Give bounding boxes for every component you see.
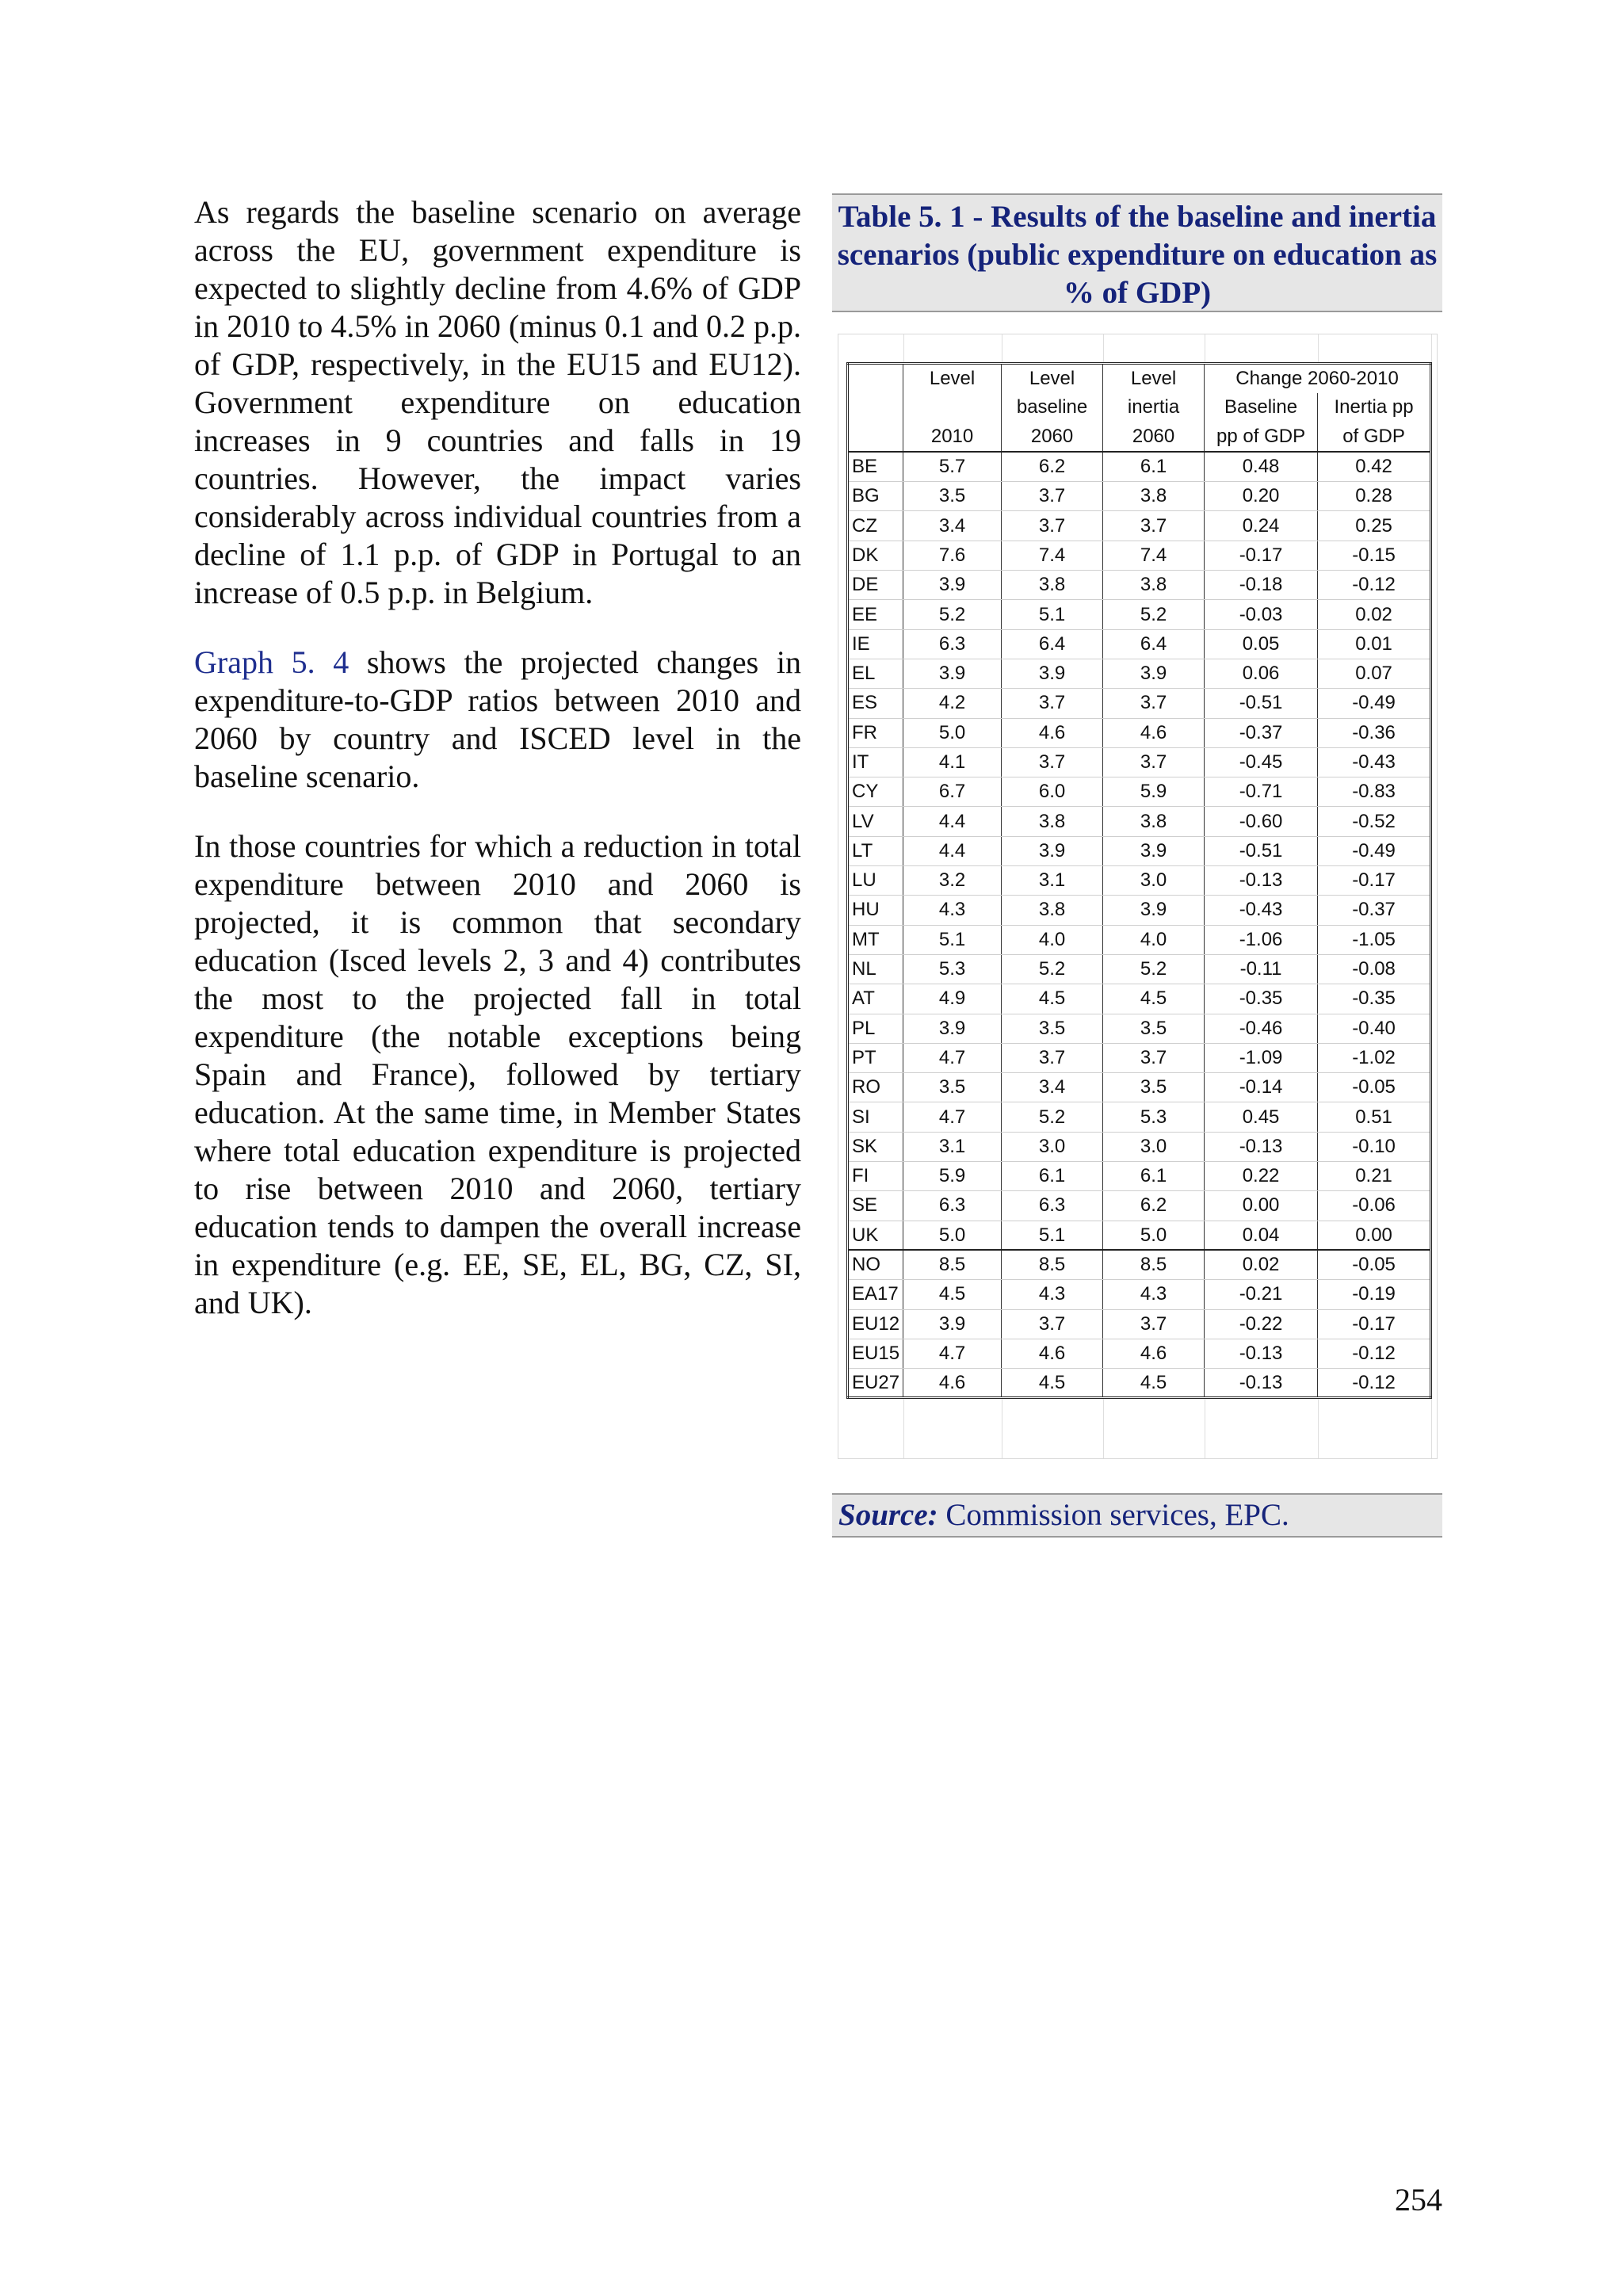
country-code-cell: MT <box>848 925 903 954</box>
table-row <box>848 1339 1431 1368</box>
header-cell: 2060 <box>1103 422 1205 452</box>
value-cell: 0.24 <box>1205 511 1318 541</box>
value-cell: 4.4 <box>903 807 1002 836</box>
header-cell <box>848 393 903 422</box>
country-code-cell: HU <box>848 896 903 925</box>
value-cell: 4.5 <box>1002 1369 1103 1398</box>
value-cell: 4.7 <box>903 1339 1002 1368</box>
value-cell: 3.1 <box>1002 866 1103 896</box>
header-cell: baseline <box>1002 393 1103 422</box>
value-cell: 5.0 <box>903 718 1002 747</box>
header-cell: Inertia pp <box>1318 393 1431 422</box>
table-body <box>848 364 1431 1398</box>
value-cell: 3.8 <box>1103 807 1205 836</box>
table-row <box>848 1043 1431 1072</box>
value-cell: -0.12 <box>1318 1339 1431 1368</box>
value-cell: -0.14 <box>1205 1073 1318 1102</box>
value-cell: 3.9 <box>1103 836 1205 865</box>
value-cell: 3.7 <box>1002 511 1103 541</box>
country-code-cell: EU27 <box>848 1369 903 1398</box>
value-cell: 3.4 <box>1002 1073 1103 1102</box>
country-code-cell: AT <box>848 984 903 1014</box>
value-cell: 4.9 <box>903 984 1002 1014</box>
value-cell: 6.4 <box>1103 629 1205 659</box>
value-cell: 4.5 <box>903 1280 1002 1309</box>
value-cell: 3.8 <box>1002 896 1103 925</box>
country-code-cell: LT <box>848 836 903 865</box>
paragraph-reduction: In those countries for which a reduction in total expenditure between 2010 and 2060 is projected, it is common that secondary education (Isced levels 2, 3 and 4) contributes the most to the projected fall in total expenditure (the notable exceptions being Spain and France), followed by tertiary education. At the same time, in Member States where total education expenditure is projected to rise between 2010 and 2060, tertiary education tends to dampen the overall increase in expenditure (e.g. EE, SE, EL, BG, CZ, SI, and UK). <box>194 828 801 1320</box>
value-cell: 3.7 <box>1002 747 1103 777</box>
value-cell: 0.48 <box>1205 452 1318 481</box>
value-cell: 0.42 <box>1318 452 1431 481</box>
country-code-cell: IT <box>848 747 903 777</box>
table-row <box>848 1162 1431 1191</box>
paragraph-graph-ref <box>194 644 801 796</box>
value-cell: 6.1 <box>1103 452 1205 481</box>
value-cell: 0.28 <box>1318 482 1431 511</box>
value-cell: 4.7 <box>903 1043 1002 1072</box>
graph-reference-link[interactable]: Graph 5. 4 <box>194 644 349 680</box>
value-cell: 5.2 <box>1002 954 1103 984</box>
header-cell-change-group: Change 2060-2010 <box>1205 364 1431 393</box>
value-cell: 5.1 <box>903 925 1002 954</box>
value-cell: 4.6 <box>1103 718 1205 747</box>
value-cell: 3.8 <box>1103 571 1205 600</box>
country-code-cell: SE <box>848 1191 903 1221</box>
value-cell: 4.5 <box>1103 1369 1205 1398</box>
table-header-row-2 <box>848 393 1431 422</box>
value-cell: 3.5 <box>903 482 1002 511</box>
value-cell: -0.17 <box>1318 1309 1431 1339</box>
value-cell: 6.1 <box>1002 1162 1103 1191</box>
header-cell: 2060 <box>1002 422 1103 452</box>
header-cell: inertia <box>1103 393 1205 422</box>
value-cell: 5.2 <box>1103 954 1205 984</box>
value-cell: 5.2 <box>1103 600 1205 629</box>
value-cell: 5.2 <box>903 600 1002 629</box>
value-cell: -0.21 <box>1205 1280 1318 1309</box>
value-cell: -1.06 <box>1205 925 1318 954</box>
value-cell: 6.4 <box>1002 629 1103 659</box>
value-cell: 3.9 <box>1103 659 1205 688</box>
value-cell: 3.8 <box>1103 482 1205 511</box>
value-cell: -0.13 <box>1205 1369 1318 1398</box>
value-cell: -0.35 <box>1318 984 1431 1014</box>
country-code-cell: PL <box>848 1014 903 1043</box>
value-cell: 6.3 <box>1002 1191 1103 1221</box>
header-cell: 2010 <box>903 422 1002 452</box>
value-cell: 3.7 <box>1002 1309 1103 1339</box>
value-cell: 0.22 <box>1205 1162 1318 1191</box>
value-cell: 8.5 <box>903 1250 1002 1279</box>
value-cell: 0.25 <box>1318 511 1431 541</box>
value-cell: -1.09 <box>1205 1043 1318 1072</box>
value-cell: 4.6 <box>1103 1339 1205 1368</box>
value-cell: 3.7 <box>1103 689 1205 718</box>
table-header-row-3 <box>848 422 1431 452</box>
source-label: Source: <box>838 1498 938 1532</box>
value-cell: -0.11 <box>1205 954 1318 984</box>
value-cell: -0.22 <box>1205 1309 1318 1339</box>
value-cell: -0.40 <box>1318 1014 1431 1043</box>
country-code-cell: ES <box>848 689 903 718</box>
table-row <box>848 1102 1431 1132</box>
value-cell: 3.7 <box>1103 1043 1205 1072</box>
value-cell: 3.0 <box>1103 1132 1205 1161</box>
table-row <box>848 1309 1431 1339</box>
value-cell: 3.0 <box>1103 866 1205 896</box>
table-row <box>848 541 1431 570</box>
value-cell: -0.10 <box>1318 1132 1431 1161</box>
value-cell: 7.4 <box>1103 541 1205 570</box>
value-cell: -0.49 <box>1318 836 1431 865</box>
country-code-cell: RO <box>848 1073 903 1102</box>
value-cell: -0.18 <box>1205 571 1318 600</box>
value-cell: 4.5 <box>1002 984 1103 1014</box>
country-code-cell: DE <box>848 571 903 600</box>
table-row <box>848 511 1431 541</box>
value-cell: 4.1 <box>903 747 1002 777</box>
value-cell: 4.5 <box>1103 984 1205 1014</box>
country-code-cell: NL <box>848 954 903 984</box>
value-cell: -0.49 <box>1318 689 1431 718</box>
value-cell: 6.2 <box>1002 452 1103 481</box>
value-cell: 3.7 <box>1002 689 1103 718</box>
value-cell: 0.06 <box>1205 659 1318 688</box>
value-cell: 5.2 <box>1002 1102 1103 1132</box>
country-code-cell: SK <box>848 1132 903 1161</box>
value-cell: 0.02 <box>1205 1250 1318 1279</box>
value-cell: -0.08 <box>1318 954 1431 984</box>
value-cell: -0.17 <box>1318 866 1431 896</box>
value-cell: 0.05 <box>1205 629 1318 659</box>
page-number: 254 <box>1395 2182 1442 2218</box>
value-cell: -0.13 <box>1205 1132 1318 1161</box>
value-cell: -0.36 <box>1318 718 1431 747</box>
value-cell: 4.6 <box>1002 1339 1103 1368</box>
value-cell: 3.2 <box>903 866 1002 896</box>
value-cell: -0.45 <box>1205 747 1318 777</box>
value-cell: 4.3 <box>903 896 1002 925</box>
country-code-cell: DK <box>848 541 903 570</box>
table-row <box>848 747 1431 777</box>
value-cell: 5.1 <box>1002 600 1103 629</box>
table-row <box>848 896 1431 925</box>
table-title: Table 5. 1 - Results of the baseline and inertia scenarios (public expenditure on education as % of GDP) <box>832 193 1442 312</box>
table-row <box>848 629 1431 659</box>
value-cell: -0.60 <box>1205 807 1318 836</box>
value-cell: -0.13 <box>1205 866 1318 896</box>
table-row <box>848 1250 1431 1279</box>
value-cell: -0.83 <box>1318 777 1431 807</box>
value-cell: 4.3 <box>1002 1280 1103 1309</box>
value-cell: 3.7 <box>1103 1309 1205 1339</box>
table-row <box>848 482 1431 511</box>
value-cell: -0.06 <box>1318 1191 1431 1221</box>
value-cell: -0.05 <box>1318 1073 1431 1102</box>
value-cell: 4.7 <box>903 1102 1002 1132</box>
value-cell: 5.7 <box>903 452 1002 481</box>
value-cell: -0.51 <box>1205 836 1318 865</box>
expenditure-table <box>846 362 1432 1399</box>
country-code-cell: LU <box>848 866 903 896</box>
value-cell: 0.01 <box>1318 629 1431 659</box>
paragraph-graph-ref-text: shows the projected changes in expenditure-to-GDP ratios between 2010 and 2060 by country and ISCED level in the baseline scenario. <box>194 644 801 794</box>
paragraph-baseline: As regards the baseline scenario on average across the EU, government expenditure is expected to slightly decline from 4.6% of GDP in 2010 to 4.5% in 2060 (minus 0.1 and 0.2 p.p. of GDP, respectively, in the EU15 and EU12). Government expenditure on education increases in 9 countries and falls in 19 countries. However, the impact varies considerably across individual countries from a decline of 1.1 p.p. of GDP in Portugal to an increase of 0.5 p.p. in Belgium. <box>194 194 801 610</box>
value-cell: 3.9 <box>903 659 1002 688</box>
table-row <box>848 659 1431 688</box>
value-cell: 3.7 <box>1002 482 1103 511</box>
value-cell: 3.7 <box>1002 1043 1103 1072</box>
header-cell: Level <box>1103 364 1205 393</box>
value-cell: 3.4 <box>903 511 1002 541</box>
table-header-row-1 <box>848 364 1431 393</box>
country-code-cell: NO <box>848 1250 903 1279</box>
table-row <box>848 452 1431 481</box>
value-cell: 0.00 <box>1205 1191 1318 1221</box>
value-cell: 5.3 <box>1103 1102 1205 1132</box>
value-cell: -0.12 <box>1318 1369 1431 1398</box>
value-cell: 7.6 <box>903 541 1002 570</box>
value-cell: 3.0 <box>1002 1132 1103 1161</box>
value-cell: 3.9 <box>903 571 1002 600</box>
value-cell: 6.1 <box>1103 1162 1205 1191</box>
header-cell: pp of GDP <box>1205 422 1318 452</box>
value-cell: -0.03 <box>1205 600 1318 629</box>
country-code-cell: IE <box>848 629 903 659</box>
value-cell: 0.00 <box>1318 1221 1431 1250</box>
country-code-cell: LV <box>848 807 903 836</box>
value-cell: 3.7 <box>1103 747 1205 777</box>
value-cell: 4.6 <box>1002 718 1103 747</box>
value-cell: 6.3 <box>903 1191 1002 1221</box>
header-cell: of GDP <box>1318 422 1431 452</box>
header-cell <box>848 422 903 452</box>
value-cell: 3.5 <box>903 1073 1002 1102</box>
value-cell: -0.43 <box>1318 747 1431 777</box>
value-cell: 5.9 <box>1103 777 1205 807</box>
table-row <box>848 1369 1431 1398</box>
table-row <box>848 836 1431 865</box>
table-source-note <box>832 1493 1442 1538</box>
value-cell: 3.1 <box>903 1132 1002 1161</box>
country-code-cell: FR <box>848 718 903 747</box>
value-cell: 6.3 <box>903 629 1002 659</box>
value-cell: 4.6 <box>903 1369 1002 1398</box>
value-cell: 0.20 <box>1205 482 1318 511</box>
table-row <box>848 718 1431 747</box>
value-cell: 6.0 <box>1002 777 1103 807</box>
country-code-cell: PT <box>848 1043 903 1072</box>
table-row <box>848 866 1431 896</box>
value-cell: 3.9 <box>1103 896 1205 925</box>
table-row <box>848 925 1431 954</box>
value-cell: 8.5 <box>1103 1250 1205 1279</box>
value-cell: -1.02 <box>1318 1043 1431 1072</box>
value-cell: -0.52 <box>1318 807 1431 836</box>
value-cell: 8.5 <box>1002 1250 1103 1279</box>
value-cell: 0.51 <box>1318 1102 1431 1132</box>
value-cell: 3.5 <box>1002 1014 1103 1043</box>
value-cell: -0.12 <box>1318 571 1431 600</box>
value-cell: -0.71 <box>1205 777 1318 807</box>
value-cell: -0.51 <box>1205 689 1318 718</box>
table-row <box>848 807 1431 836</box>
table-row <box>848 689 1431 718</box>
value-cell: -0.19 <box>1318 1280 1431 1309</box>
country-code-cell: CY <box>848 777 903 807</box>
table-row <box>848 1014 1431 1043</box>
table-row <box>848 1132 1431 1161</box>
value-cell: 0.04 <box>1205 1221 1318 1250</box>
country-code-cell: EL <box>848 659 903 688</box>
value-cell: 3.9 <box>1002 836 1103 865</box>
country-code-cell: SI <box>848 1102 903 1132</box>
country-code-cell: UK <box>848 1221 903 1250</box>
value-cell: 6.7 <box>903 777 1002 807</box>
value-cell: 7.4 <box>1002 541 1103 570</box>
table-row <box>848 984 1431 1014</box>
value-cell: -0.17 <box>1205 541 1318 570</box>
value-cell: 5.1 <box>1002 1221 1103 1250</box>
value-cell: 5.3 <box>903 954 1002 984</box>
table-row <box>848 1221 1431 1250</box>
value-cell: -0.46 <box>1205 1014 1318 1043</box>
value-cell: 0.21 <box>1318 1162 1431 1191</box>
value-cell: -0.37 <box>1205 718 1318 747</box>
country-code-cell: EE <box>848 600 903 629</box>
value-cell: -0.43 <box>1205 896 1318 925</box>
source-text: Commission services, EPC. <box>938 1498 1289 1532</box>
country-code-cell: CZ <box>848 511 903 541</box>
table-row <box>848 1073 1431 1102</box>
header-cell: Baseline <box>1205 393 1318 422</box>
value-cell: 3.5 <box>1103 1014 1205 1043</box>
value-cell: 4.0 <box>1002 925 1103 954</box>
table-row <box>848 954 1431 984</box>
country-code-cell: EU15 <box>848 1339 903 1368</box>
country-code-cell: BG <box>848 482 903 511</box>
value-cell: 4.3 <box>1103 1280 1205 1309</box>
table-row <box>848 1191 1431 1221</box>
header-cell <box>903 393 1002 422</box>
header-cell: Level <box>903 364 1002 393</box>
table-row <box>848 777 1431 807</box>
header-cell <box>848 364 903 393</box>
country-code-cell: EA17 <box>848 1280 903 1309</box>
value-cell: -0.35 <box>1205 984 1318 1014</box>
value-cell: 0.45 <box>1205 1102 1318 1132</box>
value-cell: 5.0 <box>1103 1221 1205 1250</box>
value-cell: -0.13 <box>1205 1339 1318 1368</box>
value-cell: 3.8 <box>1002 807 1103 836</box>
value-cell: 4.2 <box>903 689 1002 718</box>
value-cell: 3.9 <box>903 1014 1002 1043</box>
value-cell: -0.05 <box>1318 1250 1431 1279</box>
value-cell: 3.5 <box>1103 1073 1205 1102</box>
header-cell: Level <box>1002 364 1103 393</box>
table-row <box>848 1280 1431 1309</box>
value-cell: -0.37 <box>1318 896 1431 925</box>
table-row <box>848 600 1431 629</box>
value-cell: 0.07 <box>1318 659 1431 688</box>
country-code-cell: EU12 <box>848 1309 903 1339</box>
value-cell: 4.4 <box>903 836 1002 865</box>
value-cell: -1.05 <box>1318 925 1431 954</box>
value-cell: 5.9 <box>903 1162 1002 1191</box>
body-text <box>194 193 801 1354</box>
table-row <box>848 571 1431 600</box>
value-cell: 0.02 <box>1318 600 1431 629</box>
country-code-cell: BE <box>848 452 903 481</box>
value-cell: 4.0 <box>1103 925 1205 954</box>
value-cell: 3.7 <box>1103 511 1205 541</box>
value-cell: 6.2 <box>1103 1191 1205 1221</box>
value-cell: 3.8 <box>1002 571 1103 600</box>
value-cell: 3.9 <box>1002 659 1103 688</box>
value-cell: -0.15 <box>1318 541 1431 570</box>
value-cell: 3.9 <box>903 1309 1002 1339</box>
country-code-cell: FI <box>848 1162 903 1191</box>
value-cell: 5.0 <box>903 1221 1002 1250</box>
